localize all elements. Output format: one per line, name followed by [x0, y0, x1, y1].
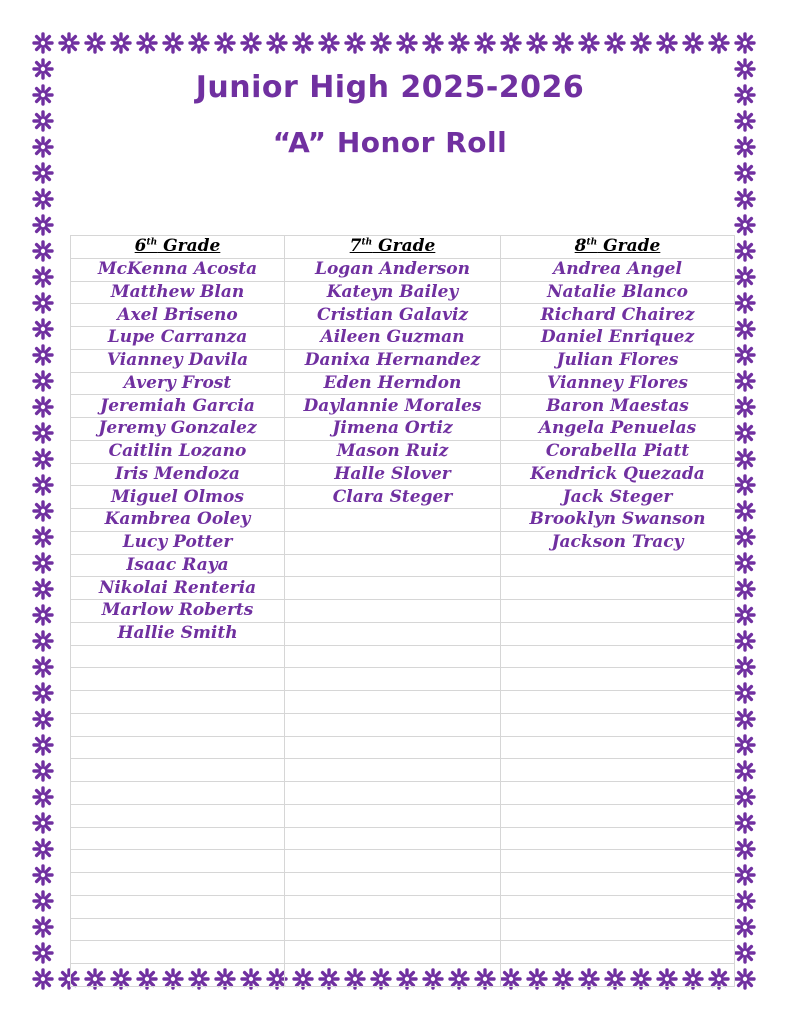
student-name: McKenna Acosta	[71, 258, 285, 281]
honor-roll-table	[70, 235, 735, 987]
student-name	[285, 941, 501, 964]
grade-suffix: th	[586, 237, 598, 248]
grade-label: Grade	[157, 236, 221, 257]
asterisk-flower-icon	[34, 892, 52, 910]
asterisk-flower-icon	[736, 762, 754, 780]
asterisk-flower-icon	[34, 424, 52, 442]
asterisk-flower-icon	[34, 476, 52, 494]
asterisk-flower-icon	[736, 970, 754, 988]
student-name	[285, 964, 501, 987]
student-name: Baron Maestas	[501, 395, 735, 418]
asterisk-flower-icon	[736, 294, 754, 312]
asterisk-flower-icon	[34, 502, 52, 520]
asterisk-flower-icon	[346, 34, 364, 52]
grade-header	[71, 236, 285, 259]
asterisk-flower-icon	[34, 346, 52, 364]
student-name	[501, 736, 735, 759]
student-name	[285, 804, 501, 827]
student-name	[285, 531, 501, 554]
student-name	[71, 941, 285, 964]
student-name	[501, 713, 735, 736]
asterisk-flower-icon	[320, 34, 338, 52]
student-name: Corabella Piatt	[501, 440, 735, 463]
asterisk-flower-icon	[34, 164, 52, 182]
asterisk-flower-icon	[736, 710, 754, 728]
table-row	[71, 918, 735, 941]
asterisk-flower-icon	[190, 34, 208, 52]
student-name	[285, 873, 501, 896]
student-name	[71, 668, 285, 691]
student-name	[501, 827, 735, 850]
asterisk-flower-icon	[736, 372, 754, 390]
asterisk-flower-icon	[736, 632, 754, 650]
asterisk-flower-icon	[502, 34, 520, 52]
asterisk-flower-icon	[736, 268, 754, 286]
asterisk-flower-icon	[658, 34, 676, 52]
asterisk-flower-icon	[528, 34, 546, 52]
student-name	[71, 691, 285, 714]
table-row	[71, 827, 735, 850]
page-title: Junior High 2025-2026	[195, 70, 585, 105]
student-name: Isaac Raya	[71, 554, 285, 577]
asterisk-flower-icon	[736, 554, 754, 572]
table-row	[71, 372, 735, 395]
table-row	[71, 873, 735, 896]
table-row	[71, 486, 735, 509]
student-name	[71, 827, 285, 850]
asterisk-flower-icon	[736, 164, 754, 182]
asterisk-flower-icon	[34, 372, 52, 390]
grade-suffix: th	[146, 237, 158, 248]
student-name	[71, 782, 285, 805]
table-row	[71, 759, 735, 782]
student-name	[501, 918, 735, 941]
asterisk-flower-icon	[34, 268, 52, 286]
student-name: Caitlin Lozano	[71, 440, 285, 463]
asterisk-flower-icon	[34, 242, 52, 260]
asterisk-flower-icon	[34, 840, 52, 858]
grade-number: 7	[349, 236, 362, 257]
student-name: Jeremiah Garcia	[71, 395, 285, 418]
student-name: Andrea Angel	[501, 258, 735, 281]
student-name	[285, 827, 501, 850]
asterisk-flower-icon	[34, 34, 52, 52]
student-name	[285, 782, 501, 805]
asterisk-flower-icon	[34, 788, 52, 806]
student-name	[285, 554, 501, 577]
student-name	[285, 622, 501, 645]
student-name	[501, 759, 735, 782]
table-row	[71, 418, 735, 441]
asterisk-flower-icon	[736, 346, 754, 364]
student-name	[501, 645, 735, 668]
student-name	[285, 645, 501, 668]
student-name	[71, 964, 285, 987]
table-row	[71, 304, 735, 327]
student-name	[285, 577, 501, 600]
asterisk-flower-icon	[736, 606, 754, 624]
table-row	[71, 804, 735, 827]
asterisk-flower-icon	[372, 34, 390, 52]
header-row	[71, 236, 735, 259]
student-name: Vianney Flores	[501, 372, 735, 395]
student-name	[501, 668, 735, 691]
student-name	[71, 736, 285, 759]
student-name	[71, 873, 285, 896]
student-name: Cristian Galaviz	[285, 304, 501, 327]
grade-label: Grade	[372, 236, 436, 257]
asterisk-flower-icon	[294, 34, 312, 52]
grade-label: Grade	[597, 236, 661, 257]
table-row	[71, 554, 735, 577]
student-name	[501, 873, 735, 896]
asterisk-flower-icon	[112, 34, 130, 52]
asterisk-flower-icon	[736, 398, 754, 416]
student-name: Lupe Carranza	[71, 327, 285, 350]
student-name: Logan Anderson	[285, 258, 501, 281]
asterisk-flower-icon	[684, 34, 702, 52]
asterisk-flower-icon	[450, 34, 468, 52]
table-row	[71, 850, 735, 873]
asterisk-flower-icon	[736, 944, 754, 962]
asterisk-flower-icon	[34, 450, 52, 468]
table-row	[71, 463, 735, 486]
student-name: Natalie Blanco	[501, 281, 735, 304]
table-row	[71, 281, 735, 304]
student-name	[285, 736, 501, 759]
student-name: Kateyn Bailey	[285, 281, 501, 304]
student-name: Marlow Roberts	[71, 600, 285, 623]
student-name	[501, 964, 735, 987]
asterisk-flower-icon	[736, 840, 754, 858]
student-name: Clara Steger	[285, 486, 501, 509]
table-row	[71, 736, 735, 759]
student-name	[501, 554, 735, 577]
asterisk-flower-icon	[580, 34, 598, 52]
student-name: Mason Ruiz	[285, 440, 501, 463]
asterisk-flower-icon	[138, 34, 156, 52]
student-name	[71, 713, 285, 736]
table-row	[71, 440, 735, 463]
table-row	[71, 941, 735, 964]
student-name	[285, 691, 501, 714]
table-row	[71, 600, 735, 623]
asterisk-flower-icon	[736, 658, 754, 676]
student-name: Lucy Potter	[71, 531, 285, 554]
student-name: Hallie Smith	[71, 622, 285, 645]
asterisk-flower-icon	[34, 216, 52, 234]
student-name: Vianney Davila	[71, 349, 285, 372]
student-name: Nikolai Renteria	[71, 577, 285, 600]
student-name: Julian Flores	[501, 349, 735, 372]
student-name: Jimena Ortiz	[285, 418, 501, 441]
student-name: Matthew Blan	[71, 281, 285, 304]
asterisk-flower-icon	[34, 528, 52, 546]
asterisk-flower-icon	[736, 918, 754, 936]
student-name: Kendrick Quezada	[501, 463, 735, 486]
student-name: Iris Mendoza	[71, 463, 285, 486]
student-name	[285, 713, 501, 736]
student-name	[285, 759, 501, 782]
asterisk-flower-icon	[424, 34, 442, 52]
asterisk-flower-icon	[736, 34, 754, 52]
asterisk-flower-icon	[736, 580, 754, 598]
student-name: Eden Herndon	[285, 372, 501, 395]
student-name	[501, 691, 735, 714]
asterisk-flower-icon	[34, 398, 52, 416]
table-row	[71, 258, 735, 281]
student-name	[71, 850, 285, 873]
asterisk-flower-icon	[86, 34, 104, 52]
asterisk-flower-icon	[34, 970, 52, 988]
student-name: Jack Steger	[501, 486, 735, 509]
asterisk-flower-icon	[606, 34, 624, 52]
asterisk-flower-icon	[736, 788, 754, 806]
asterisk-flower-icon	[736, 424, 754, 442]
student-name	[285, 668, 501, 691]
student-name	[501, 850, 735, 873]
table-row	[71, 668, 735, 691]
asterisk-flower-icon	[34, 684, 52, 702]
student-name	[285, 850, 501, 873]
asterisk-flower-icon	[268, 34, 286, 52]
asterisk-flower-icon	[34, 632, 52, 650]
asterisk-flower-icon	[736, 216, 754, 234]
student-name	[285, 895, 501, 918]
asterisk-flower-icon	[34, 918, 52, 936]
student-name	[501, 895, 735, 918]
student-name	[501, 804, 735, 827]
table-row	[71, 691, 735, 714]
grade-number: 6	[134, 236, 147, 257]
asterisk-flower-icon	[632, 34, 650, 52]
table-row	[71, 349, 735, 372]
asterisk-flower-icon	[736, 528, 754, 546]
table-row	[71, 395, 735, 418]
asterisk-flower-icon	[242, 34, 260, 52]
table-row	[71, 713, 735, 736]
asterisk-flower-icon	[34, 736, 52, 754]
grade-header	[501, 236, 735, 259]
table-row	[71, 782, 735, 805]
grade-number: 8	[574, 236, 587, 257]
student-name: Avery Frost	[71, 372, 285, 395]
asterisk-flower-icon	[34, 554, 52, 572]
student-name	[501, 941, 735, 964]
asterisk-flower-icon	[476, 34, 494, 52]
student-name: Daylannie Morales	[285, 395, 501, 418]
student-name: Jackson Tracy	[501, 531, 735, 554]
table-row	[71, 531, 735, 554]
student-name: Jeremy Gonzalez	[71, 418, 285, 441]
asterisk-flower-icon	[736, 190, 754, 208]
table-row	[71, 622, 735, 645]
asterisk-flower-icon	[34, 658, 52, 676]
asterisk-flower-icon	[736, 450, 754, 468]
student-name	[71, 759, 285, 782]
grade-header	[285, 236, 501, 259]
asterisk-flower-icon	[34, 606, 52, 624]
asterisk-flower-icon	[736, 736, 754, 754]
student-name: Halle Slover	[285, 463, 501, 486]
asterisk-flower-icon	[34, 294, 52, 312]
student-name: Daniel Enriquez	[501, 327, 735, 350]
student-name: Angela Penuelas	[501, 418, 735, 441]
asterisk-flower-icon	[216, 34, 234, 52]
asterisk-flower-icon	[34, 580, 52, 598]
table-row	[71, 327, 735, 350]
honor-roll-grid	[70, 235, 734, 963]
asterisk-flower-icon	[736, 892, 754, 910]
asterisk-flower-icon	[60, 34, 78, 52]
asterisk-flower-icon	[736, 476, 754, 494]
asterisk-flower-icon	[736, 320, 754, 338]
student-name	[71, 918, 285, 941]
student-name	[71, 804, 285, 827]
asterisk-flower-icon	[34, 762, 52, 780]
student-name	[501, 622, 735, 645]
student-name	[501, 600, 735, 623]
table-row	[71, 645, 735, 668]
asterisk-flower-icon	[736, 684, 754, 702]
student-name: Aileen Guzman	[285, 327, 501, 350]
student-name: Axel Briseno	[71, 304, 285, 327]
student-name: Danixa Hernandez	[285, 349, 501, 372]
asterisk-flower-icon	[736, 502, 754, 520]
asterisk-flower-icon	[554, 34, 572, 52]
asterisk-flower-icon	[34, 866, 52, 884]
page-subtitle: “A” Honor Roll	[272, 126, 508, 159]
student-name	[71, 895, 285, 918]
student-name: Miguel Olmos	[71, 486, 285, 509]
asterisk-flower-icon	[736, 242, 754, 260]
table-row	[71, 509, 735, 532]
asterisk-flower-icon	[34, 814, 52, 832]
table-row	[71, 964, 735, 987]
table-row	[71, 895, 735, 918]
asterisk-flower-icon	[34, 190, 52, 208]
asterisk-flower-icon	[398, 34, 416, 52]
student-name: Kambrea Ooley	[71, 509, 285, 532]
asterisk-flower-icon	[710, 34, 728, 52]
student-name	[71, 645, 285, 668]
student-name: Richard Chairez	[501, 304, 735, 327]
asterisk-flower-icon	[164, 34, 182, 52]
asterisk-flower-icon	[34, 944, 52, 962]
student-name	[285, 509, 501, 532]
asterisk-flower-icon	[736, 814, 754, 832]
asterisk-flower-icon	[34, 320, 52, 338]
student-name	[501, 577, 735, 600]
table-row	[71, 577, 735, 600]
asterisk-flower-icon	[34, 710, 52, 728]
student-name: Brooklyn Swanson	[501, 509, 735, 532]
asterisk-flower-icon	[736, 866, 754, 884]
student-name	[285, 600, 501, 623]
grade-suffix: th	[361, 237, 373, 248]
student-name	[285, 918, 501, 941]
student-name	[501, 782, 735, 805]
